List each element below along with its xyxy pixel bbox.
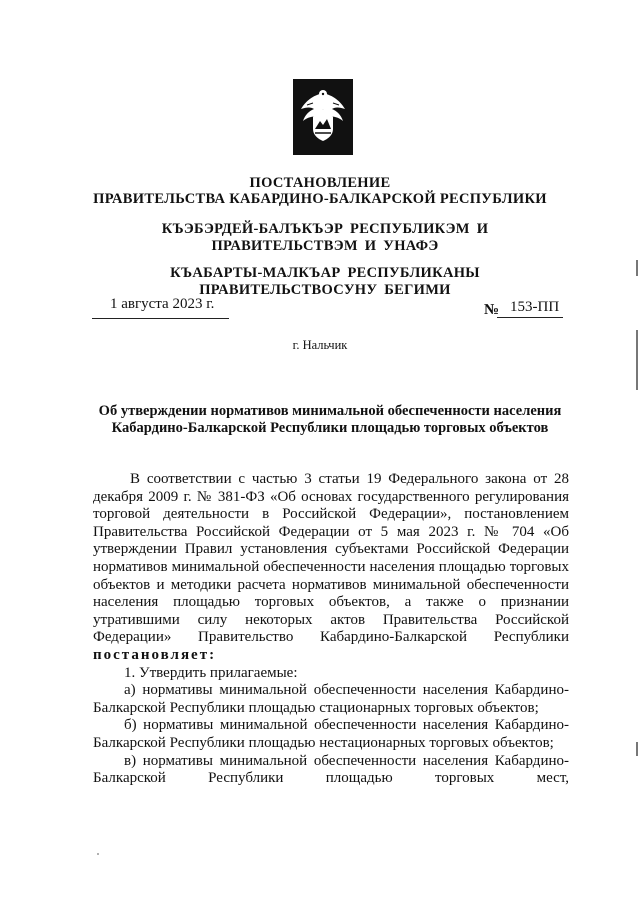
document-body <box>93 471 569 788</box>
scan-dot <box>97 853 99 855</box>
number-underline <box>497 317 563 318</box>
header-government-name-kbd: КЪЭБЭРДЕЙ-БАЛЪКЪЭР РЕСПУБЛИКЭМ И ПРАВИТЕЛЬСТВЭМ И УНАФЭ <box>161 221 489 254</box>
date-underline <box>92 318 229 319</box>
coat-of-arms-emblem <box>293 79 353 155</box>
document-title: Об утверждении нормативов минимальной обеспеченности населения Кабардино-Балкарской Республики площадью торговых объектов <box>98 403 562 436</box>
preamble-paragraph <box>93 471 569 665</box>
item-b: б) нормативы минимальной обеспеченности населения Кабардино-Балкарской Республики площадью нестационарных торговых объектов; <box>93 717 569 751</box>
document-number: 153-ПП <box>510 299 560 315</box>
header-postanovlenie: ПОСТАНОВЛЕНИЕ <box>249 175 391 191</box>
document-date: 1 августа 2023 г. <box>110 296 215 312</box>
preamble-text: В соответствии с частью 3 статьи 19 Федерального закона от 28 декабря 2009 г. № 381-ФЗ «Об основах государственного регулирования торговой деятельности в Российской Федерации», постановлением Правительства Российской Федерации от 5 мая 2023 г. № 704 «Об утверждении Правил установления субъектами Российской Федерации нормативов минимальной обеспеченности населения площадью торговых объектов и методики расчета нормативов минимальной обеспеченности населения площадью торговых объектов, а также о признании утратившими силу некоторых актов Правительства Российской Федерации» Правительство Кабардино-Балкарской Республики <box>93 471 569 646</box>
item-1: 1. Утвердить прилагаемые: <box>124 664 298 681</box>
scan-margin-mark <box>636 330 638 390</box>
number-label: № <box>484 302 500 318</box>
postanovlyaet-text: постановляет: <box>93 646 217 663</box>
scan-margin-mark <box>636 742 638 756</box>
item-c: в) нормативы минимальной обеспеченности населения Кабардино-Балкарской Республики площадью торговых мест, <box>93 752 569 787</box>
document-city: г. Нальчик <box>292 338 348 352</box>
header-government-name-krc: КЪАБАРТЫ-МАЛКЪАР РЕСПУБЛИКАНЫ ПРАВИТЕЛЬСТВОСУНУ БЕГИМИ <box>170 265 480 298</box>
header-government-name-ru: ПРАВИТЕЛЬСТВА КАБАРДИНО-БАЛКАРСКОЙ РЕСПУБЛИКИ <box>93 191 547 207</box>
item-a: а) нормативы минимальной обеспеченности населения Кабардино-Балкарской Республики площадью стационарных торговых объектов; <box>93 682 569 716</box>
scan-margin-mark <box>636 260 638 276</box>
